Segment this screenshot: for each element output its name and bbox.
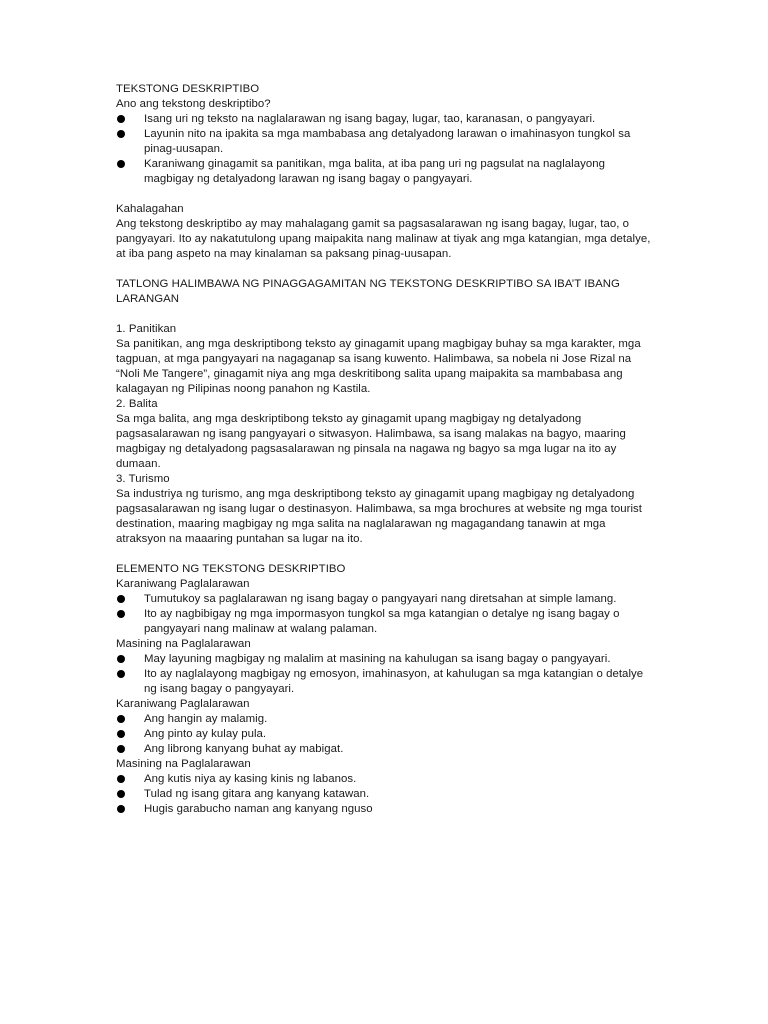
list-item-text: Tumutukoy sa paglalarawan ng isang bagay o pangyayari nang diretsahan at simple lamang. bbox=[144, 593, 617, 605]
list-item bbox=[116, 712, 656, 727]
elemento-group-label: Karaniwang Paglalarawan bbox=[116, 578, 250, 590]
bullet-icon bbox=[117, 775, 125, 783]
list-item-text: Isang uri ng teksto na naglalarawan ng isang bagay, lugar, tao, karanasan, o pangyayari. bbox=[144, 113, 596, 125]
bullet-icon bbox=[117, 610, 125, 618]
bullet-icon bbox=[117, 595, 125, 603]
elemento-group-label: Karaniwang Paglalarawan bbox=[116, 698, 250, 710]
intro-bullet-list bbox=[116, 112, 656, 187]
kahalagahan-paragraph: Ang tekstong deskriptibo ay may mahalagang gamit sa pagsasalarawan ng isang bagay, lugar, tao, o pangyayari. Ito ay nakatutulong upang maipakita nang malinaw at tiyak ang mga katangian, mga detalye, at iba pang aspeto na may kinalaman sa paksang pinag-uusapan. bbox=[116, 218, 651, 260]
bullet-icon bbox=[117, 130, 125, 138]
elemento-group-label: Masining na Paglalarawan bbox=[116, 638, 251, 650]
bullet-icon bbox=[117, 715, 125, 723]
list-item-text: Ang hangin ay malamig. bbox=[144, 713, 268, 725]
halimbawa-item-paragraph: Sa panitikan, ang mga deskriptibong teksto ay ginagamit upang magbigay buhay sa mga karakter, mga tagpuan, at mga pangyayari na nagaganap sa isang kuwento. Halimbawa, sa nobela ni Jose Rizal na “Noli Me Tangere”, ginagamit niya ang mga deskritibong salita upang maipakita sa mambabasa ang kalagayan ng Pilipinas noong panahon ng Kastila. bbox=[116, 338, 641, 395]
list-item bbox=[116, 802, 656, 817]
list-item bbox=[116, 607, 656, 637]
list-item-text: Hugis garabucho naman ang kanyang nguso bbox=[144, 803, 373, 815]
elemento-bullet-list bbox=[116, 772, 656, 817]
bullet-icon bbox=[117, 805, 125, 813]
document-page bbox=[116, 82, 656, 817]
elemento-bullet-list bbox=[116, 592, 656, 637]
list-item-text: Tulad ng isang gitara ang kanyang katawan. bbox=[144, 788, 370, 800]
list-item-text: Ang librong kanyang buhat ay mabigat. bbox=[144, 743, 344, 755]
halimbawa-item-label: 2. Balita bbox=[116, 398, 158, 410]
list-item-text: Ang pinto ay kulay pula. bbox=[144, 728, 267, 740]
elemento-group-label: Masining na Paglalarawan bbox=[116, 758, 251, 770]
list-item-text: Layunin nito na ipakita sa mga mambabasa ang detalyadong larawan o imahinasyon tungkol sa pinag-uusapan. bbox=[144, 128, 631, 155]
bullet-icon bbox=[117, 730, 125, 738]
bullet-icon bbox=[117, 745, 125, 753]
list-item bbox=[116, 772, 656, 787]
list-item-text: Ang kutis niya ay kasing kinis ng labanos. bbox=[144, 773, 357, 785]
elemento-bullet-list bbox=[116, 652, 656, 697]
list-item-text: May layuning magbigay ng malalim at masining na kahulugan sa isang bagay o pangyayari. bbox=[144, 653, 611, 665]
bullet-icon bbox=[117, 115, 125, 123]
list-item bbox=[116, 592, 656, 607]
list-item bbox=[116, 112, 656, 127]
list-item bbox=[116, 742, 656, 757]
bullet-icon bbox=[117, 790, 125, 798]
halimbawa-item-label: 3. Turismo bbox=[116, 473, 170, 485]
kahalagahan-heading: Kahalagahan bbox=[116, 203, 184, 215]
bullet-icon bbox=[117, 160, 125, 168]
elemento-heading: ELEMENTO NG TEKSTONG DESKRIPTIBO bbox=[116, 563, 346, 575]
list-item bbox=[116, 652, 656, 667]
list-item-text: Ito ay nagbibigay ng mga impormasyon tungkol sa mga katangian o detalye ng isang bagay o pangyayari nang malinaw at walang palaman. bbox=[144, 608, 620, 635]
list-item bbox=[116, 127, 656, 157]
list-item-text: Karaniwang ginagamit sa panitikan, mga balita, at iba pang uri ng pagsulat na naglalayong magbigay ng detalyadong larawan ng isang bagay o pangyayari. bbox=[144, 158, 606, 185]
list-item bbox=[116, 787, 656, 802]
halimbawa-item-paragraph: Sa mga balita, ang mga deskriptibong teksto ay ginagamit upang magbigay ng detalyadong pagsasalarawan ng isang pangyayari o sitwasyon. Halimbawa, sa isang malakas na bagyo, maaring magbigay ng detalyadong pagsasalarawan ng pinsala na nagawa ng bagyo sa mga lugar na ito ay dumaan. bbox=[116, 413, 626, 470]
list-item bbox=[116, 667, 656, 697]
bullet-icon bbox=[117, 670, 125, 678]
list-item bbox=[116, 157, 656, 187]
bullet-icon bbox=[117, 655, 125, 663]
halimbawa-item-paragraph: Sa industriya ng turismo, ang mga deskriptibong teksto ay ginagamit upang magbigay ng detalyadong pagsasalarawan ng isang lugar o destinasyon. Halimbawa, sa mga brochures at website ng mga tourist destination, maaring magbigay ng mga salita na naglalarawan ng magagandang tanawin at mga atraksyon na maaaring puntahan sa lugar na ito. bbox=[116, 488, 642, 545]
list-item-text: Ito ay naglalayong magbigay ng emosyon, imahinasyon, at kahulugan sa mga katangian o detalye ng isang bagay o pangyayari. bbox=[144, 668, 644, 695]
halimbawa-item-label: 1. Panitikan bbox=[116, 323, 177, 335]
elemento-bullet-list bbox=[116, 712, 656, 757]
intro-question: Ano ang tekstong deskriptibo? bbox=[116, 98, 271, 110]
halimbawa-heading: TATLONG HALIMBAWA NG PINAGGAGAMITAN NG TEKSTONG DESKRIPTIBO SA IBA’T IBANG LARANGAN bbox=[116, 278, 620, 305]
document-title: TEKSTONG DESKRIPTIBO bbox=[116, 83, 260, 95]
list-item bbox=[116, 727, 656, 742]
